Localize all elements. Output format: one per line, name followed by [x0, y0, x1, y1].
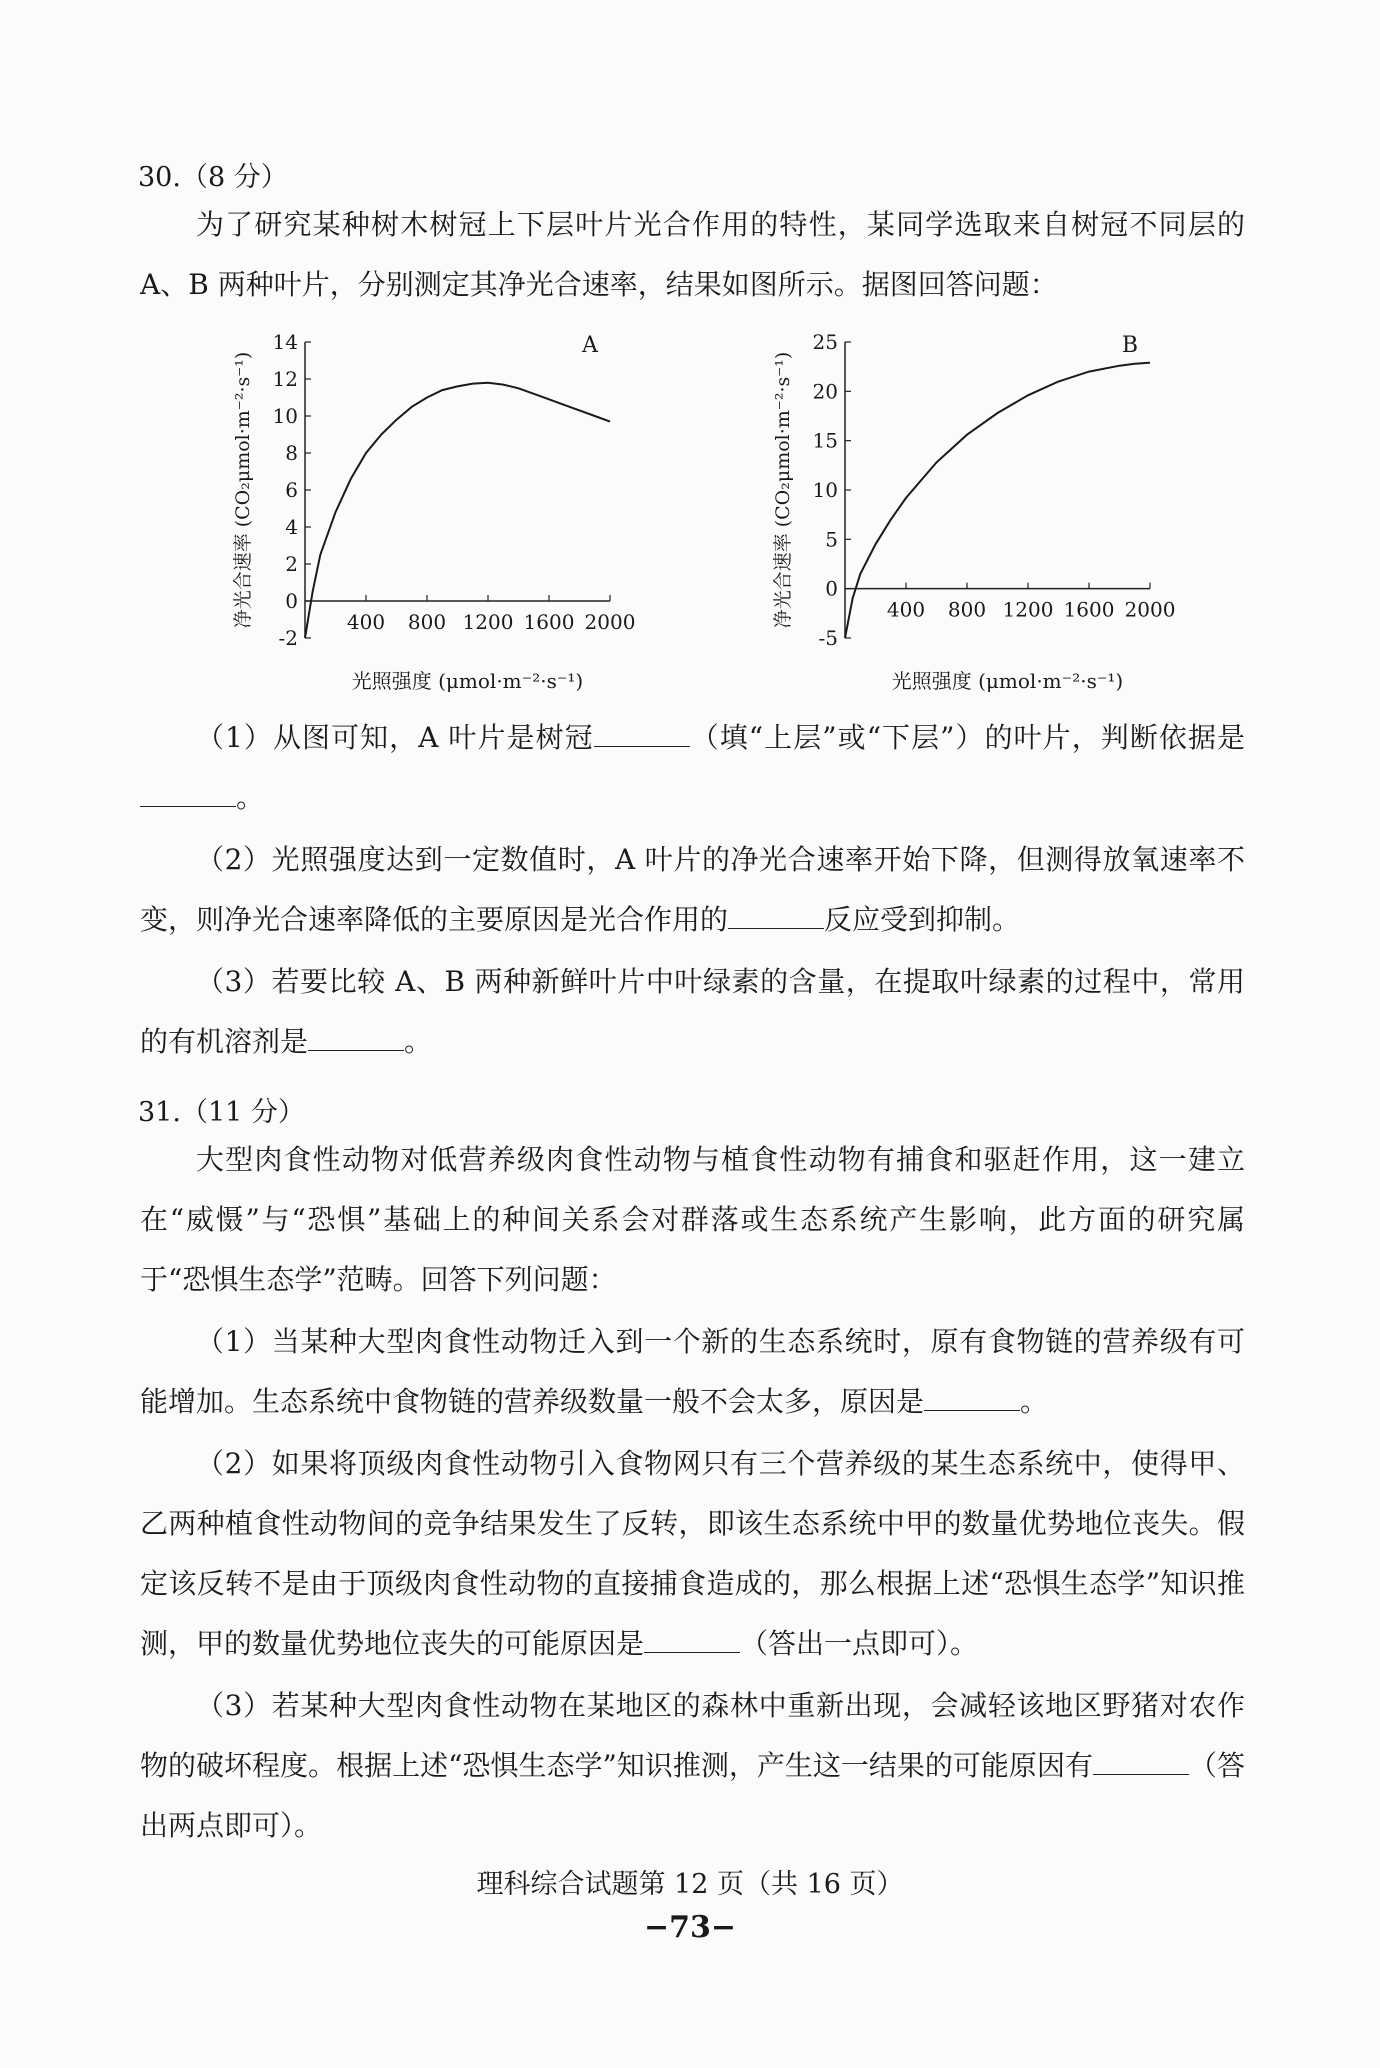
q30-sub3-text-b: 。: [404, 1025, 433, 1058]
y-tick-label: 12: [272, 367, 298, 391]
y-tick-label: 20: [812, 379, 838, 404]
chart-b-svg: [765, 328, 1185, 698]
question-30-sub2: [140, 830, 1245, 950]
chart-title: A: [582, 333, 598, 358]
y-tick-label: 2: [285, 552, 298, 576]
q30-sub1-text-b: （填“上层”或“下层”）的叶片，判断依据是: [689, 721, 1245, 754]
y-tick-label: 4: [285, 515, 298, 539]
q30-sub2-text-b: 反应受到抑制。: [824, 903, 1021, 936]
answer-blank[interactable]: [308, 1049, 404, 1051]
series-line-A: [305, 383, 610, 638]
x-tick-label: 2000: [584, 610, 636, 634]
chart-a: [225, 328, 645, 698]
y-tick-label: 10: [812, 478, 838, 502]
x-tick-label: 1200: [462, 610, 514, 634]
question-30-intro: 为了研究某种树木树冠上下层叶片光合作用的特性，某同学选取来自树冠不同层的 A、B 两种叶片，分别测定其净光合速率，结果如图所示。据图回答问题：: [140, 208, 1245, 301]
q31-sub2-text-a: （2）如果将顶级肉食性动物引入食物网只有三个营养级的某生态系统中，使得甲、乙两种植食性动物间的竞争结果发生了反转，即该生态系统中甲的数量优势地位丧失。假定该反转不是由于顶级肉食性动物的直接捕食造成的，那么根据上述“恐惧生态学”知识推测，甲的数量优势地位丧失的可能原因是: [140, 1447, 1245, 1660]
question-30-sub1: [140, 708, 1245, 828]
y-tick-label: 0: [825, 576, 838, 601]
x-axis-label: 光照强度 (μmol·m⁻²·s⁻¹): [891, 669, 1124, 693]
chart-title: B: [1121, 333, 1139, 358]
y-axis-label: 净光合速率 (CO₂μmol·m⁻²·s⁻¹): [232, 351, 254, 629]
question-30-sub3: [140, 952, 1245, 1072]
answer-blank[interactable]: [1093, 1773, 1189, 1775]
answer-blank[interactable]: [728, 927, 824, 929]
y-tick-label: 14: [272, 330, 298, 354]
y-tick-label: 10: [272, 404, 298, 428]
x-tick-label: 1600: [1063, 597, 1115, 622]
y-axis-label: 净光合速率 (CO₂μmol·m⁻²·s⁻¹): [772, 351, 794, 629]
question-31-sub2: [140, 1434, 1245, 1674]
answer-blank[interactable]: [594, 745, 690, 747]
chart-b: [765, 328, 1185, 698]
q31-sub1-text-a: （1）当某种大型肉食性动物迁入到一个新的生态系统时，原有食物链的营养级有可能增加。生态系统中食物链的营养级数量一般不会太多，原因是: [140, 1325, 1245, 1418]
y-tick-label: 8: [285, 441, 298, 465]
x-tick-label: 1600: [523, 610, 575, 634]
y-tick-label: 15: [812, 428, 838, 453]
y-tick-label: -2: [278, 626, 298, 650]
q31-sub3-text-b: （答出两点即可）。: [140, 1749, 1245, 1842]
page-footer: 理科综合试题第 12 页（共 16 页）: [476, 1869, 904, 1900]
chart-a-svg: [225, 328, 645, 698]
q31-sub2-text-b: （答出一点即可）。: [740, 1627, 979, 1660]
y-tick-label: 5: [825, 527, 838, 552]
x-axis-label: 光照强度 (μmol·m⁻²·s⁻¹): [351, 669, 584, 693]
q31-sub1-text-b: 。: [1020, 1385, 1049, 1418]
x-tick-label: 2000: [1124, 597, 1176, 622]
q30-sub2-text-a: （2）光照强度达到一定数值时，A 叶片的净光合速率开始下降，但测得放氧速率不变，则净光合速率降低的主要原因是光合作用的: [140, 843, 1245, 936]
x-tick-label: 400: [346, 610, 386, 634]
y-tick-label: 6: [285, 478, 298, 502]
x-tick-label: 400: [886, 597, 926, 622]
question-30-heading: 30.（8 分）: [138, 162, 288, 193]
y-tick-label: -5: [818, 626, 838, 650]
x-tick-label: 800: [407, 610, 447, 634]
question-31-intro: 大型肉食性动物对低营养级肉食性动物与植食性动物有捕食和驱赶作用，这一建立在“威慑”与“恐惧”基础上的种间关系会对群落或生态系统产生影响，此方面的研究属于“恐惧生态学”范畴。回答下列问题：: [140, 1143, 1245, 1296]
y-tick-label: 25: [812, 330, 838, 354]
question-31-sub1: [140, 1312, 1245, 1432]
q31-sub3-text-a: （3）若某种大型肉食性动物在某地区的森林中重新出现，会减轻该地区野猪对农作物的破坏程度。根据上述“恐惧生态学”知识推测，产生这一结果的可能原因有: [140, 1689, 1245, 1782]
y-tick-label: 0: [285, 589, 298, 613]
x-tick-label: 1200: [1002, 597, 1054, 622]
answer-blank[interactable]: [140, 805, 236, 807]
q30-sub3-text-a: （3）若要比较 A、B 两种新鲜叶片中叶绿素的含量，在提取叶绿素的过程中，常用的有机溶剂是: [140, 965, 1245, 1058]
question-31-sub3: [140, 1676, 1245, 1856]
page-number: −73−: [643, 1910, 737, 1945]
x-tick-label: 800: [947, 597, 987, 622]
q30-sub1-text-c: 。: [236, 781, 265, 814]
answer-blank[interactable]: [924, 1409, 1020, 1411]
answer-blank[interactable]: [644, 1651, 740, 1653]
question-31-heading: 31.（11 分）: [138, 1097, 305, 1128]
q30-sub1-text-a: （1）从图可知，A 叶片是树冠: [196, 721, 594, 754]
